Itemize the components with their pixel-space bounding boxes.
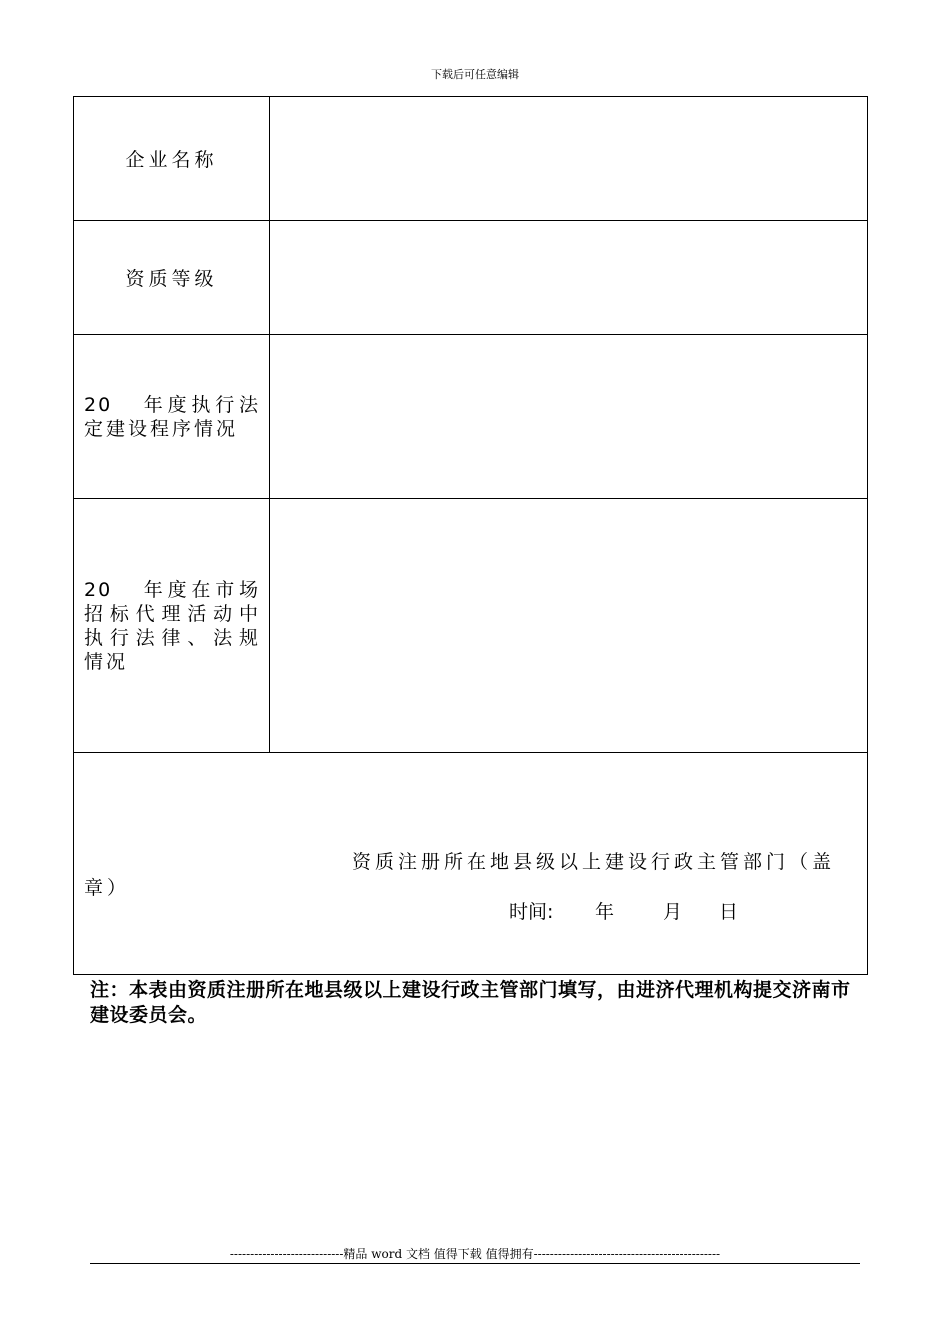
company-name-label: 企业名称 [74,97,270,221]
report-form-table [73,96,868,975]
procedure-field[interactable] [270,335,868,499]
law-field[interactable] [270,499,868,753]
row-qualification [74,221,868,335]
law-label-line1 [84,578,261,602]
seal-cell [74,753,868,975]
law-label [74,499,270,753]
procedure-label [74,335,270,499]
law-label-text1: 年度在市场 [142,578,261,601]
procedure-year-prefix: 20 [84,393,113,416]
law-label-line4: 情况 [84,650,129,673]
law-label-line2: 招标代理活动中 [84,602,261,625]
footer-divider [90,1263,860,1264]
seal-authority-text: 资质注册所在地县级以上建设行政主管部门（盖 [352,851,836,873]
page-footer: ----------------------------精品 word 文档 值得下载 值得拥有---------------------------------------------- [229,1247,721,1261]
procedure-label-line1 [84,393,261,417]
company-name-field[interactable] [270,97,868,221]
month-label: 月 [663,901,683,923]
year-label: 年 [595,901,615,923]
row-company-name [74,97,868,221]
law-year-prefix: 20 [84,578,113,601]
qualification-label: 资质等级 [74,221,270,335]
qualification-field[interactable] [270,221,868,335]
form-note: 注：本表由资质注册所在地县级以上建设行政主管部门填写，由进济代理机构提交济南市建设委员会。 [90,979,851,1026]
day-label: 日 [719,901,739,923]
seal-date [509,897,738,924]
procedure-label-text1: 年度执行法 [142,393,261,416]
row-procedure [74,335,868,499]
procedure-label-line2: 定建设程序情况 [84,417,239,440]
seal-authority-text-end: 章） [84,877,131,899]
time-label: 时间: [509,901,554,923]
page-header: 下载后可任意编辑 [431,68,519,81]
row-seal [74,753,868,975]
row-law [74,499,868,753]
law-label-line3: 执行法律、法规 [84,626,261,649]
